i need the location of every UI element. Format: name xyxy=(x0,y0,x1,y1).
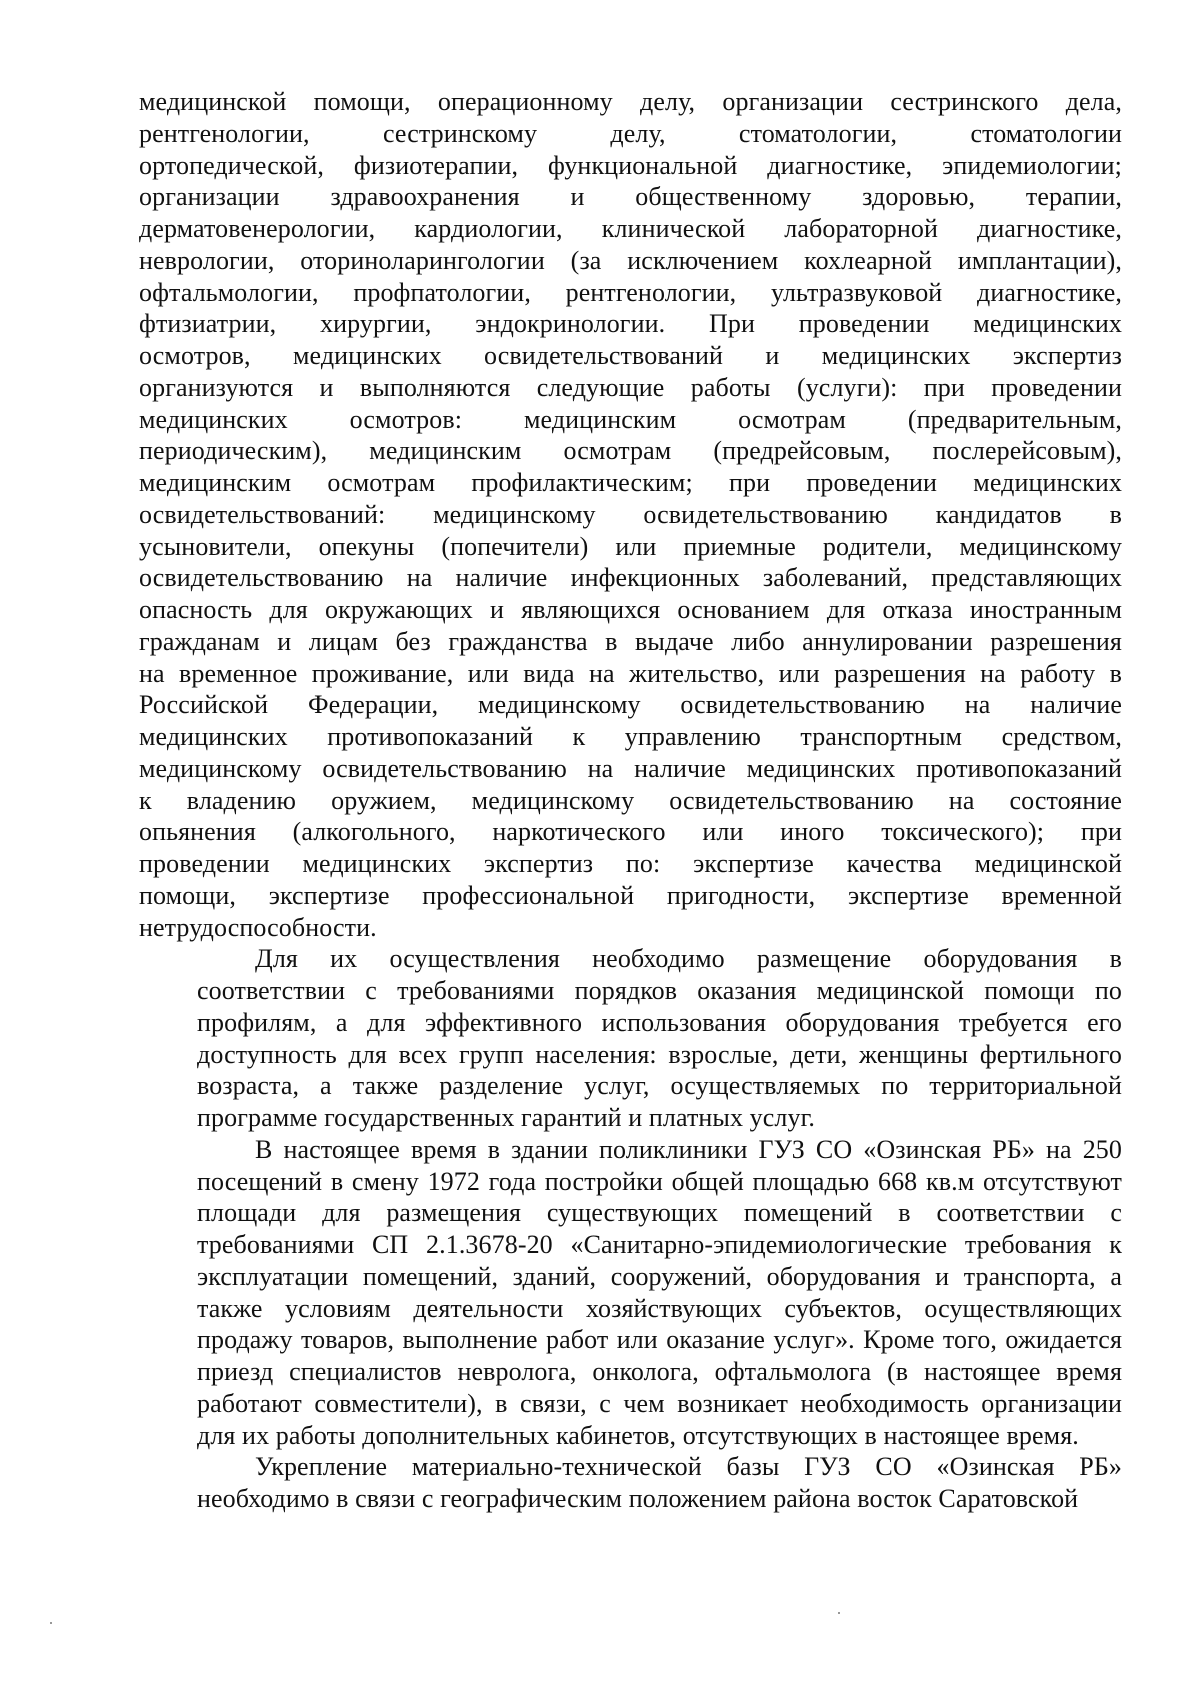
text-line: рентгенологии, сестринскому делу, стоматологии, стоматологии xyxy=(139,118,1122,148)
text-line: для их работы дополнительных кабинетов, отсутствующих в настоящее время. xyxy=(197,1420,1079,1450)
text-line: эксплуатации помещений, зданий, сооружений, оборудования и транспорта, а xyxy=(197,1261,1122,1291)
paragraph-4 xyxy=(139,1451,1122,1515)
text-line: на временное проживание, или вида на жительство, или разрешения на работу в xyxy=(139,658,1122,688)
text-line: Укрепление материально-технической базы ГУЗ СО «Озинская РБ» xyxy=(255,1452,1122,1482)
text-line: соответствии с требованиями порядков оказания медицинской помощи по xyxy=(197,976,1122,1005)
text-line: периодическим), медицинским осмотрам (предрейсовым, послерейсовым), xyxy=(139,436,1122,466)
paragraph-1 xyxy=(139,86,1122,943)
text-line: программе государственных гарантий и платных услуг. xyxy=(197,1103,816,1132)
text-line: опасность для окружающих и являющихся основанием для отказа иностранным xyxy=(139,595,1122,624)
text-line: неврологии, оториноларингологии (за исключением кохлеарной имплантации), xyxy=(139,245,1122,275)
text-line: Российской Федерации, медицинскому освидетельствованию на наличие xyxy=(139,690,1122,720)
text-line: медицинских осмотров: медицинским осмотрам (предварительным, xyxy=(139,404,1122,434)
text-line: усыновители, опекуны (попечители) или приемные родители, медицинскому xyxy=(139,531,1122,561)
text-line: помощи, экспертизе профессиональной пригодности, экспертизе временной xyxy=(139,880,1122,910)
scan-speck xyxy=(838,1612,840,1614)
text-line: медицинским осмотрам профилактическим; при проведении медицинских xyxy=(139,468,1122,497)
text-line: организации здравоохранения и общественному здоровью, терапии, xyxy=(139,182,1122,212)
paragraph-2 xyxy=(139,943,1122,1134)
text-line: освидетельствований: медицинскому освидетельствованию кандидатов в xyxy=(139,499,1122,529)
text-line: освидетельствованию на наличие инфекционных заболеваний, представляющих xyxy=(139,563,1122,593)
text-line: также условиям деятельности хозяйствующих субъектов, осуществляющих xyxy=(197,1293,1122,1323)
text-line: доступность для всех групп населения: взрослые, дети, женщины фертильного xyxy=(197,1039,1122,1069)
text-line: медицинской помощи, операционному делу, организации сестринского дела, xyxy=(139,87,1122,116)
text-line: фтизиатрии, хирургии, эндокринологии. При проведении медицинских xyxy=(139,309,1122,339)
text-line: ортопедической, физиотерапии, функциональной диагностике, эпидемиологии; xyxy=(139,150,1122,180)
text-line: В настоящее время в здании поликлиники ГУЗ СО «Озинская РБ» на 250 xyxy=(255,1134,1122,1164)
text-line: нетрудоспособности. xyxy=(139,912,377,942)
text-line: медицинских противопоказаний к управлению транспортным средством, xyxy=(139,722,1122,751)
text-line: к владению оружием, медицинскому освидетельствованию на состояние xyxy=(139,785,1122,815)
text-line: площади для размещения существующих помещений в соответствии с xyxy=(197,1198,1122,1228)
text-line: приезд специалистов невролога, онколога, офтальмолога (в настоящее время xyxy=(197,1357,1122,1386)
text-line: профилям, а для эффективного использования оборудования требуется его xyxy=(197,1007,1122,1037)
text-line: гражданам и лицам без гражданства в выдаче либо аннулировании разрешения xyxy=(139,626,1122,656)
text-line: опьянения (алкогольного, наркотического или иного токсического); при xyxy=(139,817,1122,847)
text-line: организуются и выполняются следующие работы (услуги): при проведении xyxy=(139,372,1122,402)
paragraph-3 xyxy=(139,1134,1122,1452)
text-line: медицинскому освидетельствованию на наличие медицинских противопоказаний xyxy=(139,753,1122,783)
scan-speck xyxy=(50,1622,52,1624)
text-line: требованиями СП 2.1.3678-20 «Санитарно-эпидемиологические требования к xyxy=(197,1230,1122,1259)
text-line: необходимо в связи с географическим положением района восток Саратовской xyxy=(197,1484,1079,1513)
text-line: посещений в смену 1972 года постройки общей площадью 668 кв.м отсутствуют xyxy=(197,1166,1122,1196)
text-line: осмотров, медицинских освидетельствований и медицинских экспертиз xyxy=(139,341,1122,370)
text-line: возраста, а также разделение услуг, осуществляемых по территориальной xyxy=(197,1071,1122,1101)
text-line: работают совместители), в связи, с чем возникает необходимость организации xyxy=(197,1388,1122,1418)
text-line: проведении медицинских экспертиз по: экспертизе качества медицинской xyxy=(139,849,1122,878)
text-line: продажу товаров, выполнение работ или оказание услуг». Кроме того, ожидается xyxy=(197,1325,1122,1355)
document-body xyxy=(139,86,1122,1515)
text-line: дерматовенерологии, кардиологии, клинической лабораторной диагностике, xyxy=(139,214,1122,243)
text-line: Для их осуществления необходимо размещение оборудования в xyxy=(255,944,1122,974)
text-line: офтальмологии, профпатологии, рентгенологии, ультразвуковой диагностике, xyxy=(139,277,1122,307)
